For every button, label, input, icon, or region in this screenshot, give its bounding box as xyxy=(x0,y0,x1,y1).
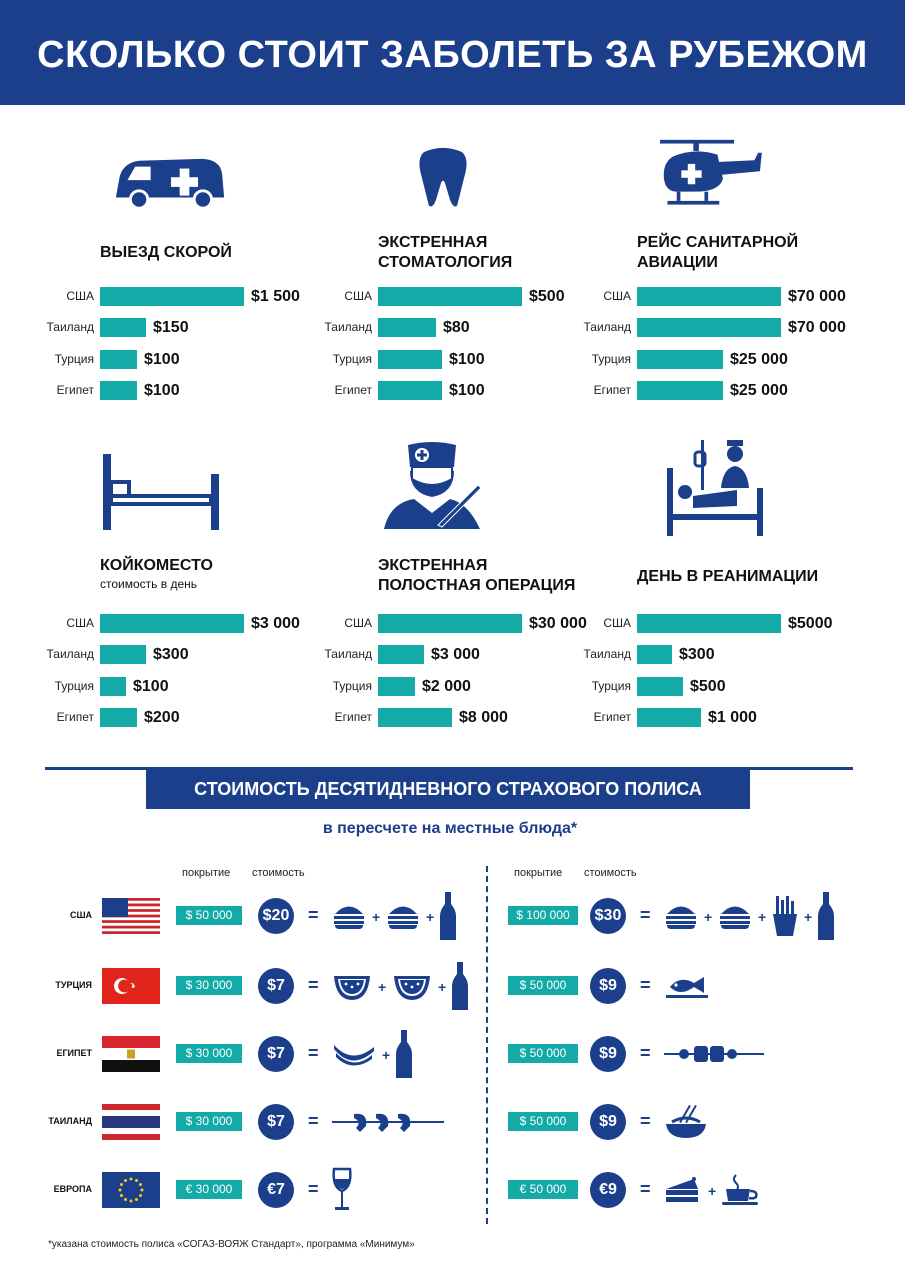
surgeon-icon xyxy=(382,440,482,532)
bar-value-2-0: $70 000 xyxy=(788,288,846,305)
equals-sign-left-0: = xyxy=(308,905,319,925)
page-title: СКОЛЬКО СТОИТ ЗАБОЛЕТЬ ЗА РУБЕЖОМ xyxy=(37,34,868,76)
plus-sign-right-0-2: + xyxy=(758,909,767,925)
policy-subtitle: в пересчете на местные блюда* xyxy=(322,820,578,837)
bar-value-1-2: $100 xyxy=(449,351,485,368)
bar-value-0-0: $1 500 xyxy=(251,288,300,305)
cost-header-left: стоимость xyxy=(252,867,305,879)
country-label-2-1: Таиланд xyxy=(583,320,631,334)
policy-cost-left-4: €7 xyxy=(258,1172,294,1208)
eu-flag-icon xyxy=(102,1172,160,1208)
turkey-flag-icon xyxy=(102,968,160,1004)
bar-4-2 xyxy=(378,677,415,696)
bar-value-4-2: $2 000 xyxy=(422,678,471,695)
ambulance-icon xyxy=(112,155,228,213)
bar-3-2 xyxy=(100,677,126,696)
equals-sign-right-3: = xyxy=(640,1111,651,1131)
category-title-2-1: АВИАЦИИ xyxy=(637,254,718,271)
policy-coverage-left-4: € 30 000 xyxy=(176,1180,242,1199)
bar-5-0 xyxy=(637,614,781,633)
category-title-1-0: ЭКСТРЕННАЯ xyxy=(378,234,488,251)
bottle-icon xyxy=(440,892,456,940)
bar-value-5-2: $500 xyxy=(690,678,726,695)
coverage-header-right: покрытие xyxy=(514,867,563,879)
wine-glass-icon xyxy=(332,1167,352,1213)
country-label-3-1: Таиланд xyxy=(46,647,94,661)
country-label-5-2: Турция xyxy=(591,679,631,693)
shrimp-skewer-icon xyxy=(332,1110,444,1134)
country-label-0-0: США xyxy=(66,289,94,303)
country-label-2-2: Турция xyxy=(591,352,631,366)
policy-cost-right-4: €9 xyxy=(590,1172,626,1208)
bar-2-0 xyxy=(637,287,781,306)
bar-value-4-0: $30 000 xyxy=(529,615,587,632)
bar-3-1 xyxy=(100,645,146,664)
bar-1-2 xyxy=(378,350,442,369)
country-label-5-3: Египет xyxy=(593,710,631,724)
country-label-0-3: Египет xyxy=(56,383,94,397)
bar-value-5-0: $5000 xyxy=(788,615,833,632)
category-subtitle-3: стоимость в день xyxy=(100,577,198,591)
policy-coverage-right-4: € 50 000 xyxy=(508,1180,578,1199)
country-label-2-3: Египет xyxy=(593,383,631,397)
country-label-0-1: Таиланд xyxy=(46,320,94,334)
country-label-3-3: Египет xyxy=(56,710,94,724)
country-label-1-2: Турция xyxy=(332,352,372,366)
policy-cost-left-0: $20 xyxy=(258,898,294,934)
cake-icon xyxy=(664,1177,702,1203)
bar-0-1 xyxy=(100,318,146,337)
watermelon-icon xyxy=(332,972,372,1000)
plus-sign-left-1-2: + xyxy=(438,979,447,995)
kebab-icon xyxy=(664,1044,764,1064)
policy-title: СТОИМОСТЬ ДЕСЯТИДНЕВНОГО СТРАХОВОГО ПОЛИСА xyxy=(194,779,702,799)
category-title-5-0: ДЕНЬ В РЕАНИМАЦИИ xyxy=(637,568,819,585)
equals-sign-right-0: = xyxy=(640,905,651,925)
bar-5-1 xyxy=(637,645,672,664)
country-label-5-0: США xyxy=(603,616,631,630)
equals-sign-left-4: = xyxy=(308,1179,319,1199)
policy-coverage-right-1: $ 50 000 xyxy=(508,976,578,995)
country-label-2-0: США xyxy=(603,289,631,303)
policy-coverage-left-2: $ 30 000 xyxy=(176,1044,242,1063)
bottle-icon xyxy=(452,962,468,1010)
bar-1-0 xyxy=(378,287,522,306)
category-title-3-0: КОЙКОМЕСТО xyxy=(100,557,213,574)
bar-value-5-3: $1 000 xyxy=(708,709,757,726)
usa-flag-icon xyxy=(102,898,160,934)
watermelon-icon xyxy=(392,972,432,1000)
bar-2-2 xyxy=(637,350,723,369)
bar-5-3 xyxy=(637,708,701,727)
country-label-1-3: Египет xyxy=(334,383,372,397)
plus-sign-right-0-1: + xyxy=(704,909,713,925)
bar-1-1 xyxy=(378,318,436,337)
plus-sign-left-1-1: + xyxy=(378,979,387,995)
equals-sign-left-1: = xyxy=(308,975,319,995)
country-label-1-1: Таиланд xyxy=(324,320,372,334)
country-label-5-1: Таиланд xyxy=(583,647,631,661)
bar-value-3-3: $200 xyxy=(144,709,180,726)
policy-coverage-left-3: $ 30 000 xyxy=(176,1112,242,1131)
category-title-2-0: РЕЙС САНИТАРНОЙ xyxy=(637,234,799,251)
bar-4-1 xyxy=(378,645,424,664)
plus-sign-right-0-3: + xyxy=(804,909,813,925)
policy-cost-right-1: $9 xyxy=(590,968,626,1004)
bar-4-3 xyxy=(378,708,452,727)
bar-3-0 xyxy=(100,614,244,633)
equals-sign-left-2: = xyxy=(308,1043,319,1063)
category-title-4-1: ПОЛОСТНАЯ ОПЕРАЦИЯ xyxy=(378,577,576,594)
coverage-header-left: покрытие xyxy=(182,867,231,879)
policy-country-1: ТУРЦИЯ xyxy=(55,980,92,990)
policy-cost-right-2: $9 xyxy=(590,1036,626,1072)
tooth-icon xyxy=(414,147,472,209)
fries-icon xyxy=(772,896,798,936)
bar-5-2 xyxy=(637,677,683,696)
country-label-4-3: Египет xyxy=(334,710,372,724)
bar-0-3 xyxy=(100,381,137,400)
category-title-0-0: ВЫЕЗД СКОРОЙ xyxy=(100,244,232,261)
footnote: *указана стоимость полиса «СОГАЗ-ВОЯЖ Стандарт», программа «Минимум» xyxy=(48,1239,415,1250)
bar-value-0-3: $100 xyxy=(144,382,180,399)
bar-0-2 xyxy=(100,350,137,369)
bar-value-2-2: $25 000 xyxy=(730,351,788,368)
bar-1-3 xyxy=(378,381,442,400)
bar-value-1-3: $100 xyxy=(449,382,485,399)
banana-icon xyxy=(332,1041,376,1067)
equals-sign-right-1: = xyxy=(640,975,651,995)
policy-cost-right-0: $30 xyxy=(590,898,626,934)
plus-sign-right-4-1: + xyxy=(708,1183,717,1199)
plus-sign-left-0-1: + xyxy=(372,909,381,925)
bar-value-4-1: $3 000 xyxy=(431,646,480,663)
policy-coverage-left-0: $ 50 000 xyxy=(176,906,242,925)
policy-coverage-left-1: $ 30 000 xyxy=(176,976,242,995)
egypt-flag-icon xyxy=(102,1036,160,1072)
equals-sign-right-2: = xyxy=(640,1043,651,1063)
policy-cost-left-1: $7 xyxy=(258,968,294,1004)
column-separator xyxy=(486,866,488,1224)
bar-value-1-0: $500 xyxy=(529,288,565,305)
coffee-cup-icon xyxy=(722,1173,760,1207)
policy-coverage-right-2: $ 50 000 xyxy=(508,1044,578,1063)
country-label-3-2: Турция xyxy=(54,679,94,693)
burger-icon xyxy=(718,903,752,929)
bar-value-3-1: $300 xyxy=(153,646,189,663)
policy-country-4: ЕВРОПА xyxy=(53,1184,92,1194)
bar-2-3 xyxy=(637,381,723,400)
bar-value-3-0: $3 000 xyxy=(251,615,300,632)
bar-0-0 xyxy=(100,287,244,306)
country-label-4-1: Таиланд xyxy=(324,647,372,661)
policy-country-3: ТАИЛАНД xyxy=(48,1116,92,1126)
country-label-4-2: Турция xyxy=(332,679,372,693)
policy-country-2: ЕГИПЕТ xyxy=(56,1048,92,1058)
bar-value-3-2: $100 xyxy=(133,678,169,695)
burger-icon xyxy=(386,903,420,929)
policy-cost-left-3: $7 xyxy=(258,1104,294,1140)
burger-icon xyxy=(332,903,366,929)
bar-value-2-1: $70 000 xyxy=(788,319,846,336)
equals-sign-right-4: = xyxy=(640,1179,651,1199)
policy-coverage-right-3: $ 50 000 xyxy=(508,1112,578,1131)
plus-sign-left-0-2: + xyxy=(426,909,435,925)
country-label-0-2: Турция xyxy=(54,352,94,366)
intensive-care-icon xyxy=(665,438,765,538)
policy-coverage-right-0: $ 100 000 xyxy=(508,906,578,925)
country-label-1-0: США xyxy=(344,289,372,303)
fish-icon xyxy=(664,973,710,999)
bar-2-1 xyxy=(637,318,781,337)
category-title-1-1: СТОМАТОЛОГИЯ xyxy=(378,254,513,271)
bar-value-0-2: $100 xyxy=(144,351,180,368)
thailand-flag-icon xyxy=(102,1104,160,1140)
bar-value-5-1: $300 xyxy=(679,646,715,663)
plus-sign-left-2-1: + xyxy=(382,1047,391,1063)
bar-value-4-3: $8 000 xyxy=(459,709,508,726)
policy-cost-left-2: $7 xyxy=(258,1036,294,1072)
noodles-icon xyxy=(664,1104,708,1140)
helicopter-icon xyxy=(651,138,769,212)
category-title-4-0: ЭКСТРЕННАЯ xyxy=(378,557,488,574)
policy-country-0: США xyxy=(69,910,92,920)
bar-value-1-1: $80 xyxy=(443,319,470,336)
bar-3-3 xyxy=(100,708,137,727)
country-label-3-0: США xyxy=(66,616,94,630)
equals-sign-left-3: = xyxy=(308,1111,319,1131)
bottle-icon xyxy=(396,1030,412,1078)
bed-icon xyxy=(100,452,222,532)
cost-header-right: стоимость xyxy=(584,867,637,879)
burger-icon xyxy=(664,903,698,929)
bar-value-2-3: $25 000 xyxy=(730,382,788,399)
bar-4-0 xyxy=(378,614,522,633)
bottle-icon xyxy=(818,892,834,940)
bar-value-0-1: $150 xyxy=(153,319,189,336)
country-label-4-0: США xyxy=(344,616,372,630)
policy-cost-right-3: $9 xyxy=(590,1104,626,1140)
